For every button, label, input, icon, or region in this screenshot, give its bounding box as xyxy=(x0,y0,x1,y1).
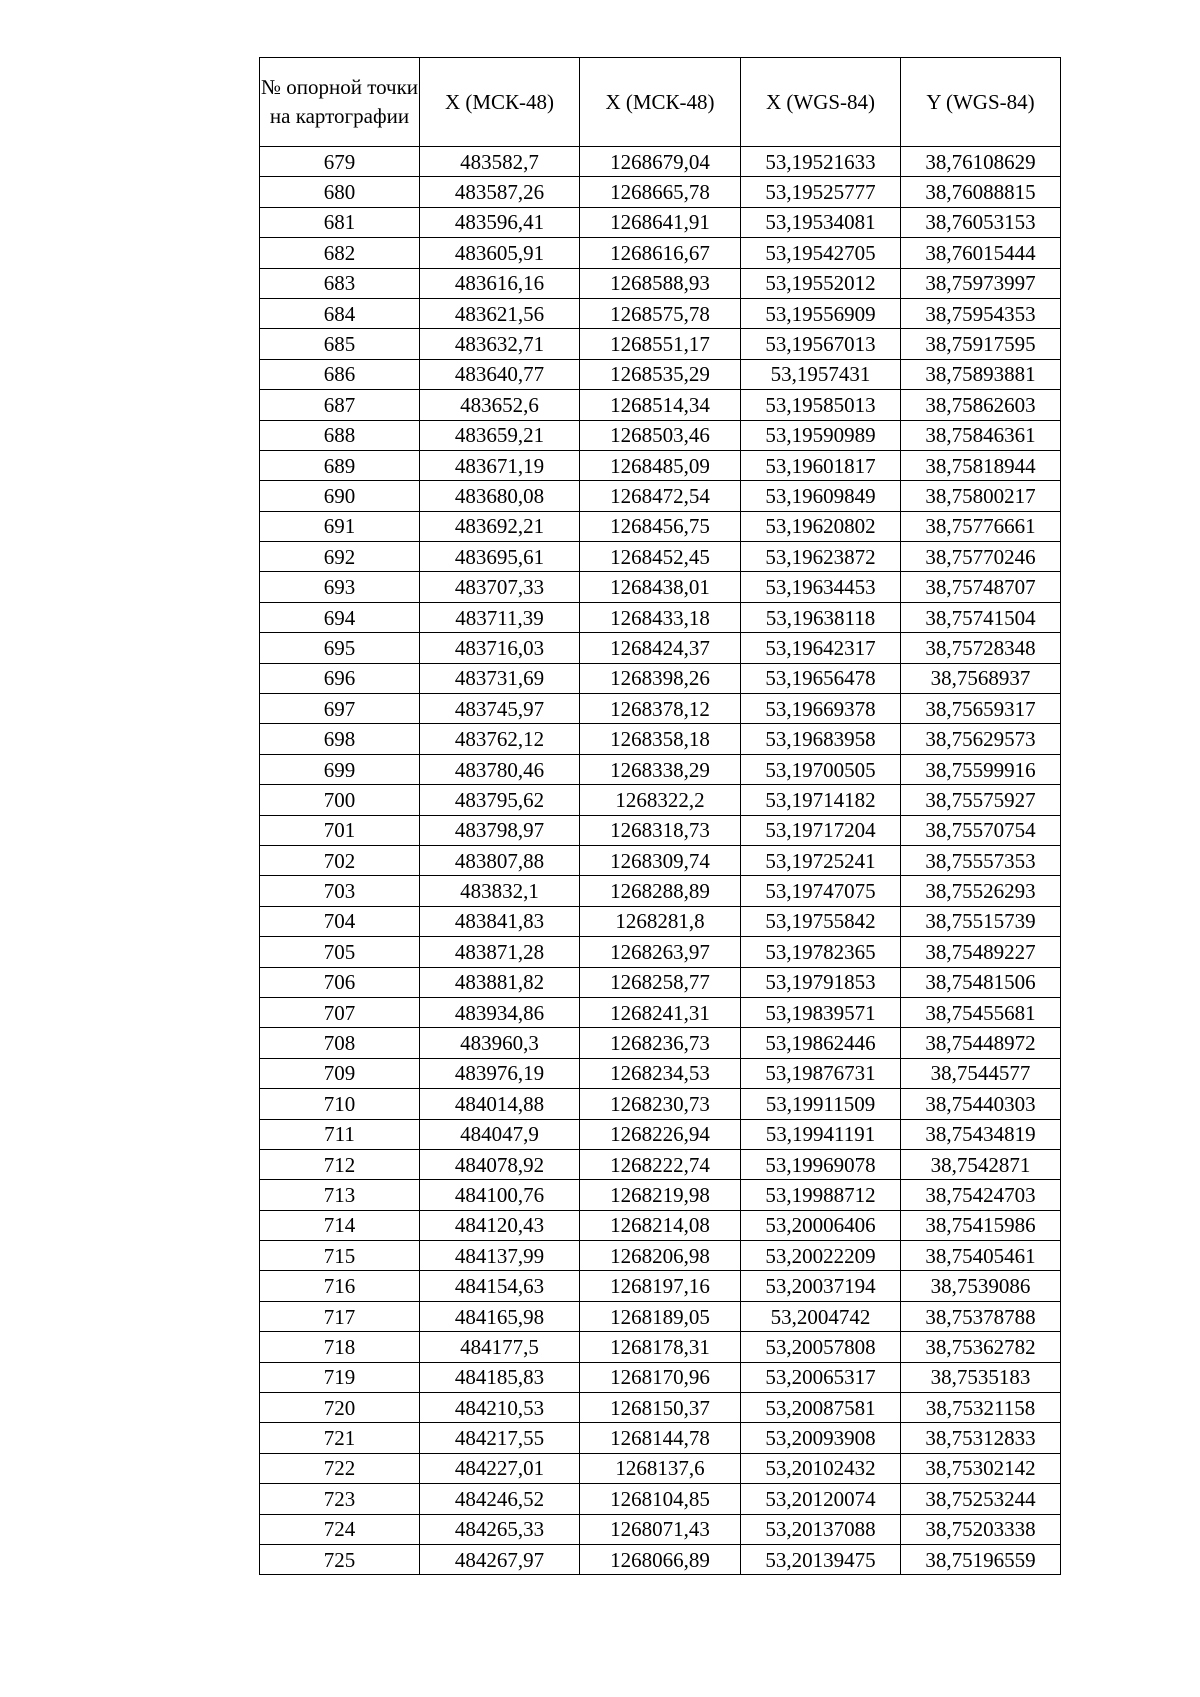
cell-y-wgs84: 38,75917595 xyxy=(901,329,1061,359)
cell-x-wgs84: 53,19634453 xyxy=(741,572,901,602)
cell-x-msk48: 483745,97 xyxy=(420,694,580,724)
cell-y-wgs84: 38,7539086 xyxy=(901,1271,1061,1301)
cell-x-msk48: 483716,03 xyxy=(420,633,580,663)
cell-x-msk48-second: 1268551,17 xyxy=(580,329,741,359)
cell-point-number: 704 xyxy=(260,906,420,936)
table-row xyxy=(260,633,1061,663)
cell-point-number: 721 xyxy=(260,1423,420,1453)
cell-x-msk48: 484014,88 xyxy=(420,1089,580,1119)
cell-x-msk48: 483621,56 xyxy=(420,298,580,328)
cell-x-msk48-second: 1268318,73 xyxy=(580,815,741,845)
cell-point-number: 720 xyxy=(260,1393,420,1423)
cell-point-number: 724 xyxy=(260,1514,420,1544)
table-row xyxy=(260,1453,1061,1483)
cell-x-msk48-second: 1268234,53 xyxy=(580,1058,741,1088)
cell-y-wgs84: 38,75321158 xyxy=(901,1393,1061,1423)
cell-x-msk48: 483881,82 xyxy=(420,967,580,997)
cell-x-msk48-second: 1268456,75 xyxy=(580,511,741,541)
cell-y-wgs84: 38,75575927 xyxy=(901,785,1061,815)
cell-x-msk48: 483798,97 xyxy=(420,815,580,845)
cell-x-msk48: 483795,62 xyxy=(420,785,580,815)
cell-x-msk48: 483976,19 xyxy=(420,1058,580,1088)
table-row xyxy=(260,724,1061,754)
cell-point-number: 723 xyxy=(260,1484,420,1514)
cell-x-msk48-second: 1268378,12 xyxy=(580,694,741,724)
table-row xyxy=(260,1514,1061,1544)
cell-x-wgs84: 53,1957431 xyxy=(741,359,901,389)
table-row xyxy=(260,1362,1061,1392)
cell-x-msk48: 483832,1 xyxy=(420,876,580,906)
table-row xyxy=(260,1241,1061,1271)
table-row xyxy=(260,1332,1061,1362)
cell-y-wgs84: 38,75448972 xyxy=(901,1028,1061,1058)
cell-point-number: 686 xyxy=(260,359,420,389)
table-row xyxy=(260,147,1061,177)
cell-x-wgs84: 53,19567013 xyxy=(741,329,901,359)
header-y-wgs84: Y (WGS-84) xyxy=(901,58,1061,147)
cell-y-wgs84: 38,75570754 xyxy=(901,815,1061,845)
cell-y-wgs84: 38,75424703 xyxy=(901,1180,1061,1210)
cell-x-msk48-second: 1268189,05 xyxy=(580,1301,741,1331)
cell-y-wgs84: 38,75659317 xyxy=(901,694,1061,724)
cell-x-msk48: 483582,7 xyxy=(420,147,580,177)
cell-x-msk48: 484267,97 xyxy=(420,1544,580,1574)
cell-x-msk48-second: 1268472,54 xyxy=(580,481,741,511)
cell-x-msk48: 484265,33 xyxy=(420,1514,580,1544)
cell-x-msk48: 483640,77 xyxy=(420,359,580,389)
cell-y-wgs84: 38,75893881 xyxy=(901,359,1061,389)
cell-point-number: 725 xyxy=(260,1544,420,1574)
cell-point-number: 706 xyxy=(260,967,420,997)
cell-point-number: 719 xyxy=(260,1362,420,1392)
cell-y-wgs84: 38,75515739 xyxy=(901,906,1061,936)
cell-x-wgs84: 53,20037194 xyxy=(741,1271,901,1301)
cell-x-wgs84: 53,19988712 xyxy=(741,1180,901,1210)
cell-y-wgs84: 38,76088815 xyxy=(901,177,1061,207)
cell-x-msk48: 484165,98 xyxy=(420,1301,580,1331)
cell-x-msk48-second: 1268338,29 xyxy=(580,754,741,784)
cell-x-wgs84: 53,19782365 xyxy=(741,937,901,967)
cell-x-msk48-second: 1268144,78 xyxy=(580,1423,741,1453)
cell-x-msk48-second: 1268150,37 xyxy=(580,1393,741,1423)
header-x-wgs84: X (WGS-84) xyxy=(741,58,901,147)
table-row xyxy=(260,1484,1061,1514)
cell-x-wgs84: 53,20120074 xyxy=(741,1484,901,1514)
cell-x-msk48-second: 1268281,8 xyxy=(580,906,741,936)
cell-x-msk48-second: 1268588,93 xyxy=(580,268,741,298)
table-row xyxy=(260,268,1061,298)
cell-point-number: 703 xyxy=(260,876,420,906)
cell-x-wgs84: 53,20057808 xyxy=(741,1332,901,1362)
table-row xyxy=(260,906,1061,936)
cell-x-msk48-second: 1268071,43 xyxy=(580,1514,741,1544)
cell-x-msk48-second: 1268258,77 xyxy=(580,967,741,997)
cell-x-wgs84: 53,2004742 xyxy=(741,1301,901,1331)
cell-y-wgs84: 38,75203338 xyxy=(901,1514,1061,1544)
table-row xyxy=(260,1149,1061,1179)
cell-y-wgs84: 38,75405461 xyxy=(901,1241,1061,1271)
cell-point-number: 685 xyxy=(260,329,420,359)
table-row xyxy=(260,1210,1061,1240)
cell-x-msk48-second: 1268206,98 xyxy=(580,1241,741,1271)
cell-point-number: 688 xyxy=(260,420,420,450)
cell-point-number: 700 xyxy=(260,785,420,815)
table-row xyxy=(260,967,1061,997)
cell-point-number: 707 xyxy=(260,997,420,1027)
cell-x-wgs84: 53,20102432 xyxy=(741,1453,901,1483)
cell-x-wgs84: 53,19725241 xyxy=(741,845,901,875)
cell-y-wgs84: 38,75415986 xyxy=(901,1210,1061,1240)
cell-x-wgs84: 53,19552012 xyxy=(741,268,901,298)
cell-x-msk48: 484246,52 xyxy=(420,1484,580,1514)
cell-x-wgs84: 53,19620802 xyxy=(741,511,901,541)
cell-point-number: 696 xyxy=(260,663,420,693)
cell-point-number: 708 xyxy=(260,1028,420,1058)
cell-point-number: 682 xyxy=(260,238,420,268)
cell-y-wgs84: 38,75489227 xyxy=(901,937,1061,967)
cell-x-msk48: 484185,83 xyxy=(420,1362,580,1392)
cell-x-msk48: 484154,63 xyxy=(420,1271,580,1301)
cell-y-wgs84: 38,76108629 xyxy=(901,147,1061,177)
cell-x-wgs84: 53,19911509 xyxy=(741,1089,901,1119)
cell-x-msk48-second: 1268222,74 xyxy=(580,1149,741,1179)
cell-point-number: 718 xyxy=(260,1332,420,1362)
cell-point-number: 716 xyxy=(260,1271,420,1301)
cell-x-msk48: 484078,92 xyxy=(420,1149,580,1179)
cell-x-wgs84: 53,19638118 xyxy=(741,602,901,632)
cell-x-msk48-second: 1268641,91 xyxy=(580,207,741,237)
cell-y-wgs84: 38,75378788 xyxy=(901,1301,1061,1331)
cell-point-number: 679 xyxy=(260,147,420,177)
table-row xyxy=(260,481,1061,511)
cell-point-number: 680 xyxy=(260,177,420,207)
cell-x-wgs84: 53,19755842 xyxy=(741,906,901,936)
cell-x-msk48: 483707,33 xyxy=(420,572,580,602)
cell-point-number: 710 xyxy=(260,1089,420,1119)
cell-x-msk48-second: 1268309,74 xyxy=(580,845,741,875)
cell-y-wgs84: 38,75770246 xyxy=(901,542,1061,572)
table-row xyxy=(260,997,1061,1027)
table-row xyxy=(260,1544,1061,1574)
table-row xyxy=(260,1180,1061,1210)
cell-x-msk48-second: 1268178,31 xyxy=(580,1332,741,1362)
cell-y-wgs84: 38,75862603 xyxy=(901,390,1061,420)
header-row xyxy=(260,58,1061,147)
cell-x-msk48-second: 1268514,34 xyxy=(580,390,741,420)
cell-x-msk48: 483762,12 xyxy=(420,724,580,754)
cell-y-wgs84: 38,7568937 xyxy=(901,663,1061,693)
cell-y-wgs84: 38,75776661 xyxy=(901,511,1061,541)
cell-x-msk48: 483960,3 xyxy=(420,1028,580,1058)
cell-x-msk48: 484210,53 xyxy=(420,1393,580,1423)
cell-x-msk48: 483596,41 xyxy=(420,207,580,237)
cell-x-msk48: 483871,28 xyxy=(420,937,580,967)
header-x-msk48: X (МСК-48) xyxy=(420,58,580,147)
cell-x-wgs84: 53,19876731 xyxy=(741,1058,901,1088)
cell-y-wgs84: 38,75362782 xyxy=(901,1332,1061,1362)
cell-x-msk48-second: 1268679,04 xyxy=(580,147,741,177)
cell-point-number: 717 xyxy=(260,1301,420,1331)
cell-x-msk48-second: 1268226,94 xyxy=(580,1119,741,1149)
cell-y-wgs84: 38,75818944 xyxy=(901,450,1061,480)
table-body xyxy=(260,147,1061,1575)
cell-x-msk48-second: 1268197,16 xyxy=(580,1271,741,1301)
table-row xyxy=(260,238,1061,268)
table-row xyxy=(260,937,1061,967)
cell-x-msk48-second: 1268322,2 xyxy=(580,785,741,815)
table-row xyxy=(260,298,1061,328)
cell-x-msk48-second: 1268424,37 xyxy=(580,633,741,663)
cell-x-msk48: 484100,76 xyxy=(420,1180,580,1210)
cell-point-number: 715 xyxy=(260,1241,420,1271)
cell-x-msk48: 483659,21 xyxy=(420,420,580,450)
cell-x-wgs84: 53,19839571 xyxy=(741,997,901,1027)
cell-x-wgs84: 53,19542705 xyxy=(741,238,901,268)
table-row xyxy=(260,1119,1061,1149)
cell-point-number: 695 xyxy=(260,633,420,663)
cell-point-number: 694 xyxy=(260,602,420,632)
cell-x-msk48-second: 1268358,18 xyxy=(580,724,741,754)
cell-x-wgs84: 53,19669378 xyxy=(741,694,901,724)
cell-point-number: 722 xyxy=(260,1453,420,1483)
cell-x-msk48: 483652,6 xyxy=(420,390,580,420)
cell-x-msk48: 484227,01 xyxy=(420,1453,580,1483)
table-row xyxy=(260,1271,1061,1301)
cell-y-wgs84: 38,76015444 xyxy=(901,238,1061,268)
cell-x-msk48: 484137,99 xyxy=(420,1241,580,1271)
cell-point-number: 691 xyxy=(260,511,420,541)
table-row xyxy=(260,1089,1061,1119)
table-row xyxy=(260,450,1061,480)
table-row xyxy=(260,663,1061,693)
cell-point-number: 697 xyxy=(260,694,420,724)
cell-x-wgs84: 53,19590989 xyxy=(741,420,901,450)
table-row xyxy=(260,694,1061,724)
cell-x-msk48-second: 1268503,46 xyxy=(580,420,741,450)
cell-x-msk48-second: 1268219,98 xyxy=(580,1180,741,1210)
cell-x-wgs84: 53,20065317 xyxy=(741,1362,901,1392)
cell-x-msk48-second: 1268485,09 xyxy=(580,450,741,480)
table-row xyxy=(260,845,1061,875)
cell-x-msk48: 483671,19 xyxy=(420,450,580,480)
cell-point-number: 690 xyxy=(260,481,420,511)
cell-point-number: 705 xyxy=(260,937,420,967)
cell-x-wgs84: 53,20137088 xyxy=(741,1514,901,1544)
cell-x-msk48-second: 1268398,26 xyxy=(580,663,741,693)
cell-y-wgs84: 38,75748707 xyxy=(901,572,1061,602)
cell-x-msk48-second: 1268575,78 xyxy=(580,298,741,328)
cell-x-msk48-second: 1268170,96 xyxy=(580,1362,741,1392)
cell-y-wgs84: 38,76053153 xyxy=(901,207,1061,237)
cell-x-msk48-second: 1268214,08 xyxy=(580,1210,741,1240)
cell-y-wgs84: 38,75302142 xyxy=(901,1453,1061,1483)
cell-point-number: 683 xyxy=(260,268,420,298)
cell-y-wgs84: 38,75253244 xyxy=(901,1484,1061,1514)
cell-x-msk48-second: 1268288,89 xyxy=(580,876,741,906)
cell-point-number: 702 xyxy=(260,845,420,875)
table-row xyxy=(260,572,1061,602)
cell-x-wgs84: 53,19941191 xyxy=(741,1119,901,1149)
cell-x-wgs84: 53,20022209 xyxy=(741,1241,901,1271)
table-row xyxy=(260,359,1061,389)
cell-point-number: 709 xyxy=(260,1058,420,1088)
cell-y-wgs84: 38,75434819 xyxy=(901,1119,1061,1149)
cell-x-msk48: 483807,88 xyxy=(420,845,580,875)
cell-x-wgs84: 53,19609849 xyxy=(741,481,901,511)
cell-x-msk48: 483616,16 xyxy=(420,268,580,298)
cell-x-wgs84: 53,19623872 xyxy=(741,542,901,572)
cell-x-wgs84: 53,19714182 xyxy=(741,785,901,815)
header-point-number: № опорной точки на картографии xyxy=(260,58,420,147)
cell-x-msk48-second: 1268616,67 xyxy=(580,238,741,268)
cell-x-wgs84: 53,19747075 xyxy=(741,876,901,906)
cell-x-wgs84: 53,19862446 xyxy=(741,1028,901,1058)
cell-x-wgs84: 53,19601817 xyxy=(741,450,901,480)
table-row xyxy=(260,1058,1061,1088)
cell-y-wgs84: 38,75973997 xyxy=(901,268,1061,298)
cell-point-number: 684 xyxy=(260,298,420,328)
cell-x-msk48: 483841,83 xyxy=(420,906,580,936)
cell-point-number: 711 xyxy=(260,1119,420,1149)
cell-x-wgs84: 53,20139475 xyxy=(741,1544,901,1574)
cell-point-number: 699 xyxy=(260,754,420,784)
cell-x-msk48-second: 1268137,6 xyxy=(580,1453,741,1483)
cell-x-msk48: 483711,39 xyxy=(420,602,580,632)
cell-x-msk48-second: 1268665,78 xyxy=(580,177,741,207)
cell-point-number: 687 xyxy=(260,390,420,420)
cell-x-wgs84: 53,19642317 xyxy=(741,633,901,663)
cell-x-wgs84: 53,19534081 xyxy=(741,207,901,237)
cell-y-wgs84: 38,75599916 xyxy=(901,754,1061,784)
cell-x-wgs84: 53,19683958 xyxy=(741,724,901,754)
table-row xyxy=(260,511,1061,541)
cell-x-msk48-second: 1268066,89 xyxy=(580,1544,741,1574)
cell-x-msk48: 484217,55 xyxy=(420,1423,580,1453)
cell-x-msk48: 483680,08 xyxy=(420,481,580,511)
cell-x-msk48: 484120,43 xyxy=(420,1210,580,1240)
table-row xyxy=(260,1393,1061,1423)
table-row xyxy=(260,876,1061,906)
table-row xyxy=(260,177,1061,207)
cell-y-wgs84: 38,75846361 xyxy=(901,420,1061,450)
cell-x-msk48: 484047,9 xyxy=(420,1119,580,1149)
cell-x-wgs84: 53,19791853 xyxy=(741,967,901,997)
table-row xyxy=(260,542,1061,572)
cell-y-wgs84: 38,75312833 xyxy=(901,1423,1061,1453)
cell-x-msk48-second: 1268433,18 xyxy=(580,602,741,632)
table-row xyxy=(260,390,1061,420)
cell-x-msk48: 483731,69 xyxy=(420,663,580,693)
cell-point-number: 701 xyxy=(260,815,420,845)
cell-point-number: 713 xyxy=(260,1180,420,1210)
cell-x-msk48-second: 1268535,29 xyxy=(580,359,741,389)
cell-x-msk48-second: 1268230,73 xyxy=(580,1089,741,1119)
cell-y-wgs84: 38,75455681 xyxy=(901,997,1061,1027)
cell-x-msk48-second: 1268263,97 xyxy=(580,937,741,967)
cell-x-wgs84: 53,19717204 xyxy=(741,815,901,845)
cell-x-msk48-second: 1268236,73 xyxy=(580,1028,741,1058)
table-row xyxy=(260,329,1061,359)
table-header xyxy=(260,58,1061,147)
cell-x-wgs84: 53,19969078 xyxy=(741,1149,901,1179)
cell-x-msk48: 483692,21 xyxy=(420,511,580,541)
cell-x-wgs84: 53,20093908 xyxy=(741,1423,901,1453)
cell-y-wgs84: 38,7535183 xyxy=(901,1362,1061,1392)
cell-y-wgs84: 38,75481506 xyxy=(901,967,1061,997)
cell-x-wgs84: 53,19700505 xyxy=(741,754,901,784)
header-x-msk48-second: X (МСК-48) xyxy=(580,58,741,147)
cell-point-number: 712 xyxy=(260,1149,420,1179)
cell-x-wgs84: 53,20006406 xyxy=(741,1210,901,1240)
cell-x-msk48: 483587,26 xyxy=(420,177,580,207)
cell-y-wgs84: 38,75954353 xyxy=(901,298,1061,328)
table-row xyxy=(260,754,1061,784)
cell-x-msk48: 483695,61 xyxy=(420,542,580,572)
cell-point-number: 698 xyxy=(260,724,420,754)
cell-point-number: 692 xyxy=(260,542,420,572)
cell-point-number: 689 xyxy=(260,450,420,480)
cell-y-wgs84: 38,75741504 xyxy=(901,602,1061,632)
cell-x-wgs84: 53,19521633 xyxy=(741,147,901,177)
cell-x-msk48: 483934,86 xyxy=(420,997,580,1027)
cell-x-msk48-second: 1268438,01 xyxy=(580,572,741,602)
table-row xyxy=(260,1301,1061,1331)
cell-y-wgs84: 38,75440303 xyxy=(901,1089,1061,1119)
cell-x-wgs84: 53,19525777 xyxy=(741,177,901,207)
cell-x-msk48-second: 1268452,45 xyxy=(580,542,741,572)
cell-point-number: 714 xyxy=(260,1210,420,1240)
cell-y-wgs84: 38,7542871 xyxy=(901,1149,1061,1179)
table-row xyxy=(260,815,1061,845)
cell-x-wgs84: 53,20087581 xyxy=(741,1393,901,1423)
cell-x-msk48: 484177,5 xyxy=(420,1332,580,1362)
cell-x-msk48: 483780,46 xyxy=(420,754,580,784)
cell-x-wgs84: 53,19656478 xyxy=(741,663,901,693)
coordinates-table xyxy=(259,57,1061,1575)
cell-x-msk48: 483632,71 xyxy=(420,329,580,359)
cell-x-wgs84: 53,19585013 xyxy=(741,390,901,420)
table-row xyxy=(260,1028,1061,1058)
cell-y-wgs84: 38,75728348 xyxy=(901,633,1061,663)
table-row xyxy=(260,420,1061,450)
cell-point-number: 681 xyxy=(260,207,420,237)
cell-x-wgs84: 53,19556909 xyxy=(741,298,901,328)
cell-y-wgs84: 38,75800217 xyxy=(901,481,1061,511)
cell-x-msk48: 483605,91 xyxy=(420,238,580,268)
table-row xyxy=(260,1423,1061,1453)
cell-y-wgs84: 38,75196559 xyxy=(901,1544,1061,1574)
cell-x-msk48-second: 1268241,31 xyxy=(580,997,741,1027)
cell-y-wgs84: 38,7544577 xyxy=(901,1058,1061,1088)
table-row xyxy=(260,602,1061,632)
cell-point-number: 693 xyxy=(260,572,420,602)
table-row xyxy=(260,207,1061,237)
cell-y-wgs84: 38,75629573 xyxy=(901,724,1061,754)
cell-y-wgs84: 38,75557353 xyxy=(901,845,1061,875)
cell-y-wgs84: 38,75526293 xyxy=(901,876,1061,906)
table-row xyxy=(260,785,1061,815)
cell-x-msk48-second: 1268104,85 xyxy=(580,1484,741,1514)
